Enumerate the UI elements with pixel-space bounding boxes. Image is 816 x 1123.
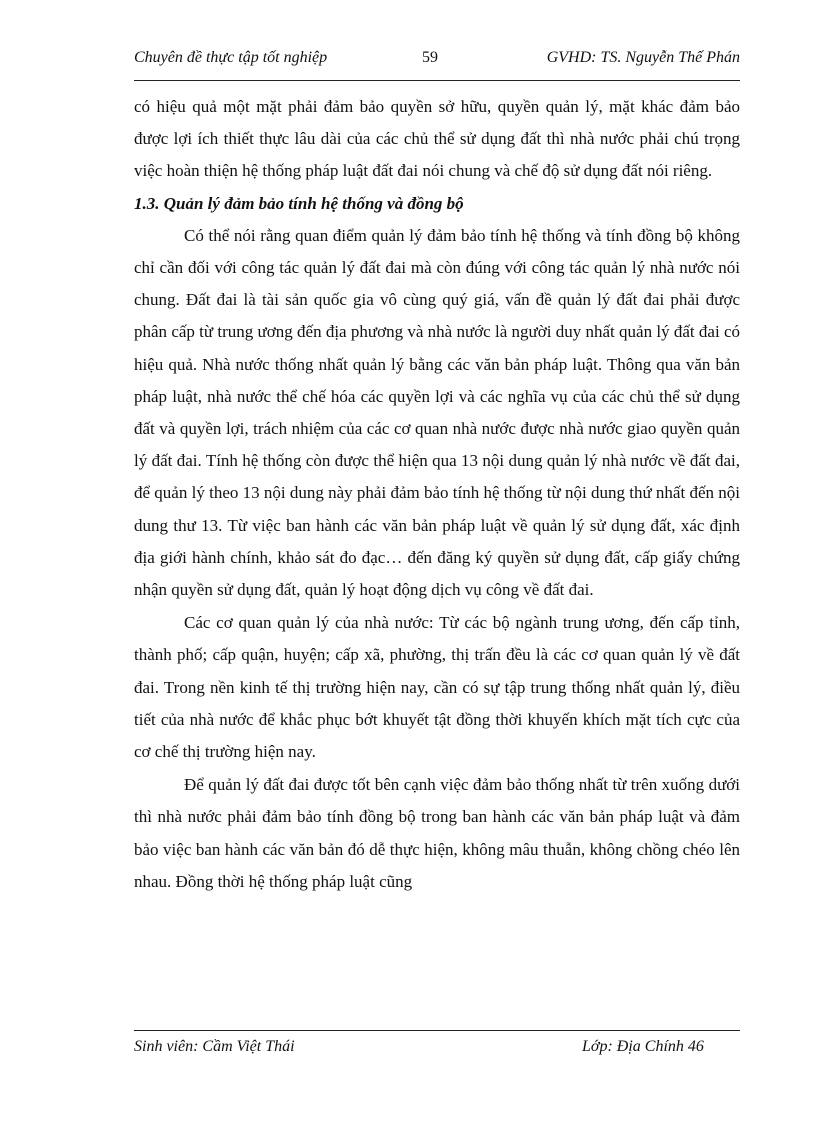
paragraph-continuation: có hiệu quả một mặt phải đảm bảo quyền sở hữu, quyền quản lý, mặt khác đảm bảo được lợi ích thiết thực lâu dài của các chủ thể sử dụng đất thì nhà nước phải chú trọng việc hoàn thiện hệ thống pháp luật đất đai nói chung và chế độ sử dụng đất nói riêng.: [134, 97, 740, 181]
page-footer: [134, 1035, 740, 1059]
page-header: [134, 46, 740, 70]
section-heading: 1.3. Quản lý đảm bảo tính hệ thống và đồng bộ: [134, 193, 464, 213]
footer-divider: [134, 1030, 740, 1031]
footer-class: Lớp: Địa Chính 46: [582, 1038, 704, 1055]
paragraph: Có thể nói rằng quan điểm quản lý đảm bảo tính hệ thống và tính đồng bộ không chỉ cần đối với công tác quản lý đất đai mà còn đúng với công tác quản lý nhà nước nói chung. Đất đai là tài sản quốc gia vô cùng quý giá, vấn đề quản lý đất đai phải được phân cấp từ trung ương đến địa phương và nhà nước là người duy nhất quản lý đất đai có hiệu quả. Nhà nước thống nhất quản lý bằng các văn bản pháp luật. Thông qua văn bản pháp luật, nhà nước thể chế hóa các quyền lợi và các nghĩa vụ của các chủ thể sử dụng đất và quyền lợi, trách nhiệm của các cơ quan nhà nước được nhà nước giao quyền quản lý đất đai. Tính hệ thống còn được thể hiện qua 13 nội dung quản lý nhà nước về đất đai, để quản lý theo 13 nội dung này phải đảm bảo tính hệ thống từ nội dung thứ nhất đến nội dung thư 13. Từ việc ban hành các văn bản pháp luật về quản lý sử dụng đất, xác định địa giới hành chính, khảo sát đo đạc… đến đăng ký quyền sử dụng đất, cấp giấy chứng nhận quyền sử dụng đất, quản lý hoạt động dịch vụ công về đất đai.: [134, 225, 740, 600]
page-number: 59: [422, 49, 438, 66]
page-body: [134, 91, 740, 898]
paragraph: Để quản lý đất đai được tốt bên cạnh việc đảm bảo thống nhất từ trên xuống dưới thì nhà nước phải đảm bảo tính đồng bộ trong ban hành các văn bản pháp luật và đảm bảo việc ban hành các văn bản đó dễ thực hiện, không mâu thuẫn, không chồng chéo lên nhau. Đồng thời hệ thống pháp luật cũng: [134, 775, 740, 891]
header-divider: [134, 80, 740, 81]
header-supervisor: GVHD: TS. Nguyễn Thế Phán: [546, 49, 740, 66]
header-document-title: Chuyên đề thực tập tốt nghiệp: [134, 49, 328, 66]
footer-student: Sinh viên: Cầm Việt Thái: [134, 1038, 295, 1055]
paragraph: Các cơ quan quản lý của nhà nước: Từ các bộ ngành trung ương, đến cấp tỉnh, thành phố; cấp quận, huyện; cấp xã, phường, thị trấn đều là các cơ quan quản lý về đất đai. Trong nền kinh tế thị trường hiện nay, cần có sự tập trung thống nhất quản lý, điều tiết của nhà nước để khắc phục bớt khuyết tật đồng thời khuyến khích mặt tích cực của cơ chế thị trường hiện nay.: [134, 613, 740, 762]
